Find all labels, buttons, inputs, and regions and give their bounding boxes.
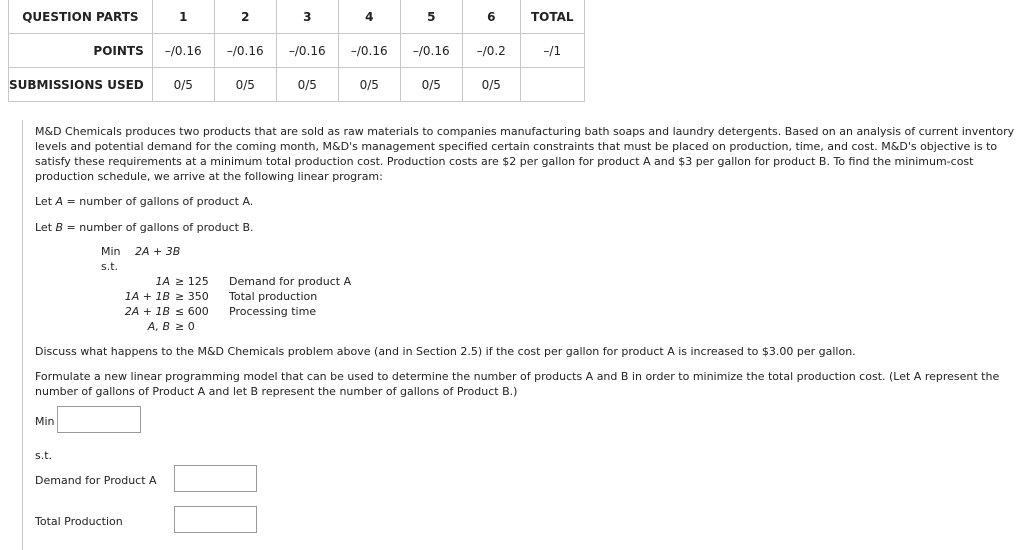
let-b-rest: = number of gallons of product B. xyxy=(63,221,254,234)
constraint-rhs: ≥ 350 xyxy=(175,290,209,303)
min-objective-input[interactable] xyxy=(57,406,141,433)
constraint-lhs: 1A + 1B xyxy=(124,290,170,303)
discuss-prompt: Discuss what happens to the M&D Chemicals problem above (and in Section 2.5) if the cost per gallon for product A is increased to $3.00 per gallon. xyxy=(35,345,856,358)
points-cell: –/0.16 xyxy=(214,34,276,68)
part-number: 4 xyxy=(338,0,400,34)
let-prefix: Let xyxy=(35,195,56,208)
constraint-description: Processing time xyxy=(229,305,317,318)
points-label: POINTS xyxy=(9,34,153,68)
constraint-rhs: ≥ 0 xyxy=(175,320,195,333)
lp-min-label: Min xyxy=(101,245,121,258)
answer-st-label: s.t. xyxy=(35,449,53,462)
submissions-cell: 0/5 xyxy=(276,68,338,102)
part-number: 5 xyxy=(400,0,462,34)
points-cell: –/0.16 xyxy=(152,34,214,68)
submissions-total-cell xyxy=(520,68,584,102)
let-b-definition xyxy=(35,220,254,235)
total-production-input[interactable] xyxy=(174,506,257,533)
total-header: TOTAL xyxy=(520,0,584,34)
question-parts-table xyxy=(8,0,585,102)
points-cell: –/0.16 xyxy=(276,34,338,68)
total-production-label: Total Production xyxy=(35,515,123,528)
submissions-cell: 0/5 xyxy=(462,68,520,102)
var-a: A xyxy=(55,195,64,208)
formulate-prompt: Formulate a new linear programming model that can be used to determine the number of products A and B in order to minimize the total production cost. (Let A represent the number of gallons of Product A and let B represent the number of gallons of Product B.) xyxy=(35,370,1000,398)
submissions-label: SUBMISSIONS USED xyxy=(9,68,153,102)
points-row xyxy=(9,34,585,68)
points-cell: –/0.16 xyxy=(338,34,400,68)
part-number: 2 xyxy=(214,0,276,34)
points-total: –/1 xyxy=(520,34,584,68)
part-number: 3 xyxy=(276,0,338,34)
demand-product-a-input[interactable] xyxy=(174,465,257,492)
parts-header-row xyxy=(9,0,585,34)
lp-objective: 2A + 3B xyxy=(135,245,181,258)
let-a-rest: = number of gallons of product A. xyxy=(63,195,254,208)
submissions-cell: 0/5 xyxy=(400,68,462,102)
submissions-cell: 0/5 xyxy=(152,68,214,102)
constraint-description: Total production xyxy=(229,290,318,303)
part-number: 1 xyxy=(152,0,214,34)
points-cell: –/0.16 xyxy=(400,34,462,68)
submissions-cell: 0/5 xyxy=(338,68,400,102)
question-body xyxy=(22,120,1024,550)
let-a-definition xyxy=(35,194,253,209)
submissions-row xyxy=(9,68,585,102)
constraint-rhs: ≥ 125 xyxy=(175,275,209,288)
submissions-cell: 0/5 xyxy=(214,68,276,102)
constraint-lhs: A, B xyxy=(147,320,170,333)
demand-product-a-label: Demand for Product A xyxy=(35,474,157,487)
question-parts-label: QUESTION PARTS xyxy=(9,0,153,34)
var-b: B xyxy=(55,221,64,234)
problem-intro: M&D Chemicals produces two products that are sold as raw materials to companies manufacturing bath soaps and laundry detergents. Based on an analysis of current inventory levels and potential demand for the coming month, M&D's management specified certain constraints that must be placed on production, time, and cost. M&D's objective is to satisfy these requirements at a minimum total production cost. Production costs are $2 per gallon for product A and $3 per gallon for product B. To find the minimum-cost production schedule, we arrive at the following linear program: xyxy=(35,125,1015,183)
answer-min-label: Min xyxy=(35,415,55,428)
constraint-lhs: 1A xyxy=(155,275,170,288)
let-prefix: Let xyxy=(35,221,56,234)
constraint-rhs: ≤ 600 xyxy=(175,305,209,318)
lp-st-label: s.t. xyxy=(101,260,119,273)
constraint-description: Demand for product A xyxy=(229,275,352,288)
part-number: 6 xyxy=(462,0,520,34)
points-cell: –/0.2 xyxy=(462,34,520,68)
constraint-lhs: 2A + 1B xyxy=(124,305,170,318)
